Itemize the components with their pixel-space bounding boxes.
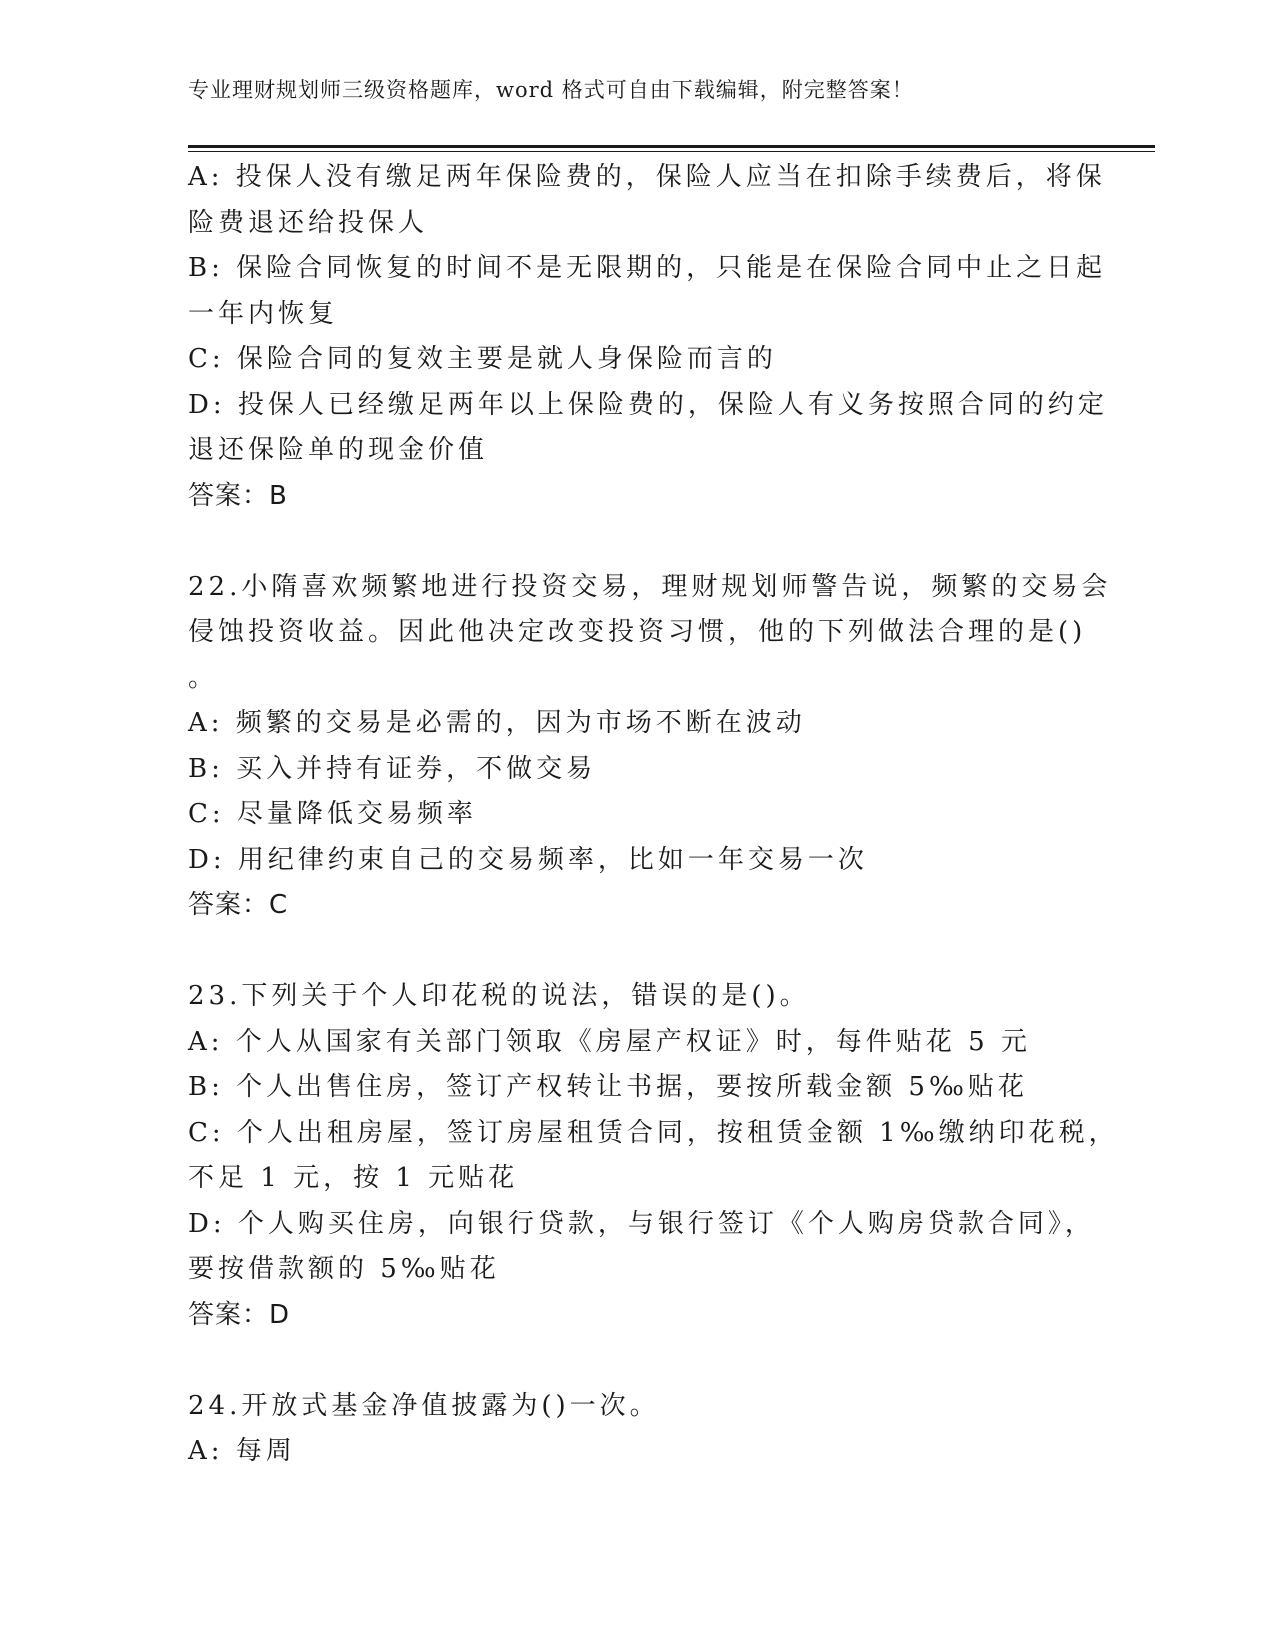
q23-option-c-line2: 不足 1 元，按 1 元贴花 <box>188 1163 519 1193</box>
question-21 <box>188 155 1108 519</box>
q22-option-c: C: 尽量降低交易频率 <box>188 799 477 829</box>
q21-option-d-line1: D: 投保人已经缴足两年以上保险费的，保险人有义务按照合同的约定 <box>188 389 1108 420</box>
page-header: 专业理财规划师三级资格题库，word 格式可自由下载编辑，附完整答案！ <box>188 78 914 102</box>
q22-option-d: D: 用纪律约束自己的交易频率，比如一年交易一次 <box>188 844 868 875</box>
q22-stem-line1: 22.小隋喜欢频繁地进行投资交易，理财规划师警告说，频繁的交易会 <box>188 571 1112 602</box>
q22-option-a: A: 频繁的交易是必需的，因为市场不断在波动 <box>188 708 806 738</box>
q24-option-a: A: 每周 <box>188 1436 296 1466</box>
q23-stem: 23.下列关于个人印花税的说法，错误的是()。 <box>188 981 810 1011</box>
spacer <box>188 519 1088 565</box>
q21-answer: 答案：B <box>188 480 288 511</box>
q23-option-c-line1: C: 个人出租房屋，签订房屋租赁合同，按租赁金额 1‰缴纳印花税， <box>188 1117 1119 1148</box>
q21-option-a-line2: 险费退还给投保人 <box>188 207 429 238</box>
q23-answer: 答案：D <box>188 1299 291 1330</box>
q21-option-b-line1: B: 保险合同恢复的时间不是无限期的，只能是在保险合同中止之日起 <box>188 253 1107 283</box>
header-rule-thick <box>188 145 1155 148</box>
q21-option-a-line1: A: 投保人没有缴足两年保险费的，保险人应当在扣除手续费后，将保 <box>188 162 1106 192</box>
q22-option-b: B: 买入并持有证券，不做交易 <box>188 753 597 784</box>
q23-option-b: B: 个人出售住房，签订产权转让书据，要按所载金额 5‰贴花 <box>188 1072 1028 1102</box>
header-rule-thin <box>188 151 1155 152</box>
document-body <box>188 155 1119 1475</box>
spacer <box>188 1338 1088 1384</box>
q23-option-d-line2: 要按借款额的 5‰贴花 <box>188 1254 500 1284</box>
q22-answer: 答案：C <box>188 890 289 920</box>
q23-option-d-line1: D: 个人购买住房，向银行贷款，与银行签订《个人购房贷款合同》， <box>188 1208 1095 1239</box>
question-22 <box>188 565 1112 929</box>
q24-stem: 24.开放式基金净值披露为()一次。 <box>188 1390 660 1421</box>
q22-stem-line3: 。 <box>188 662 219 693</box>
spacer <box>188 929 1088 975</box>
q21-option-c: C: 保险合同的复效主要是就人身保险而言的 <box>188 344 777 374</box>
question-24 <box>188 1384 1088 1475</box>
q21-option-b-line2: 一年内恢复 <box>188 298 339 329</box>
question-23 <box>188 974 1119 1338</box>
q22-stem-line2: 侵蚀投资收益。因此他决定改变投资习惯，他的下列做法合理的是() <box>188 617 1087 647</box>
q23-option-a: A: 个人从国家有关部门领取《房屋产权证》时，每件贴花 5 元 <box>188 1026 1031 1057</box>
q21-option-d-line2: 退还保险单的现金价值 <box>188 435 489 465</box>
